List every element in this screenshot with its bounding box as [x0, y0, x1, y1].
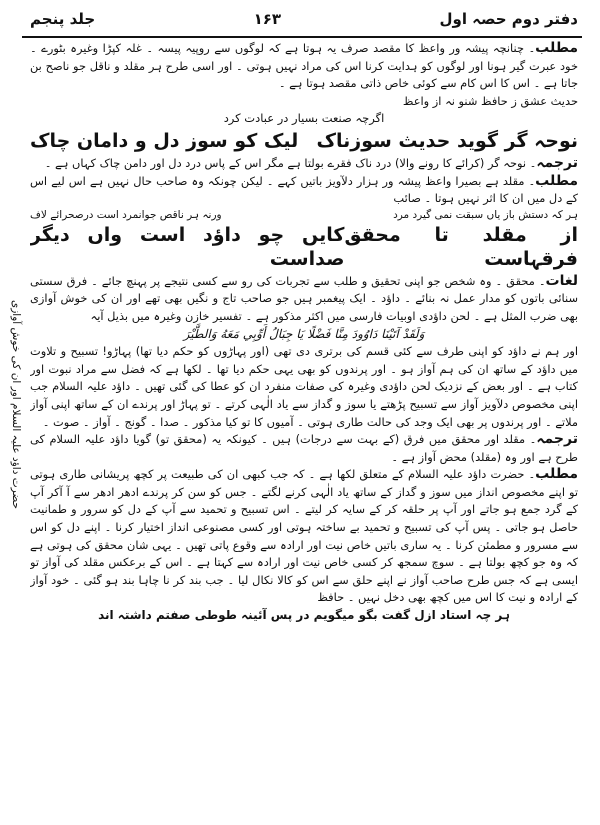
section-label: لغات — [545, 272, 578, 289]
verse-left: لیک کو سوز دل و دامان چاک — [30, 129, 299, 152]
paragraph-text: ۔ مقلد اور محقق میں فرق (کے بہت سے درجات) ہیں ۔ کیونکہ یہ (محقق تو) گویا داؤد علیہ السلام کی طرح ہے اور وہ (مقلد) محض آواز ہے ۔ — [30, 432, 578, 464]
paragraph-text: حدیث عشق ز حافظ شنو نہ از واعظ — [402, 93, 578, 108]
paragraph — [30, 273, 578, 326]
margin-note: حضرت داؤد علیہ السلام اور ان کی خوش آوازی — [10, 300, 22, 509]
paragraph-text: اگرچہ صنعت بسیار در عبادت کرد — [223, 111, 385, 126]
section-label: مطلب — [535, 40, 578, 56]
paragraph — [30, 343, 578, 431]
paragraph-text: ۔ نوحہ گر (کرائے کا رونے والا) درد ناک فقرے بولتا ہے مگر اس کے پاس درد دل اور دامن چاک کہاں ہے ۔ — [44, 155, 537, 170]
header-title: دفتر دوم حصہ اول — [439, 10, 578, 28]
section-label: مطلب — [535, 466, 578, 483]
paragraph — [30, 155, 578, 173]
paragraph-text: اور ہم نے داؤد کو اپنی طرف سے کئی قسم کی برتری دی تھی (اور پہاڑوں کو حکم دیا تھا) پہاڑو! تسبیح و تلاوت میں داؤد کے ساتھ ان کی ہم آواز ہو ۔ اور پرندوں کو بھی یہی حکم دیا تھا ۔ لکھا ہے کہ فضل سے مراد نبوت اور کتاب ہے ۔ اور بعض کے نزدیک لحن داؤدی وغیرہ کی صفات منفرد ان کو عطا کی گئی تھیں ۔ داؤد علیہ السلام جب اپنی مخصوص دلآویز آواز سے تسبیح پڑھتے یا سوز و گداز سے یاد الٰہی کرتے ۔ تو پہاڑ اور پرندے ان کے ساتھ اپنی آواز ملاتے ۔ اور پرندوں پر بھی ایک وجد کی حالت طاری ہوتی ۔ آمیوں کا تو کیا مذکور ۔ صدا ۔ گونج ۔ آواز ۔ صوت ۔ — [30, 344, 578, 429]
verse-left: ورنہ ہر ناقص جوانمرد است درصحرائے لاف — [30, 208, 222, 221]
header-volume: جلد پنجم — [30, 10, 96, 28]
paragraph-text: ۔ مقلد ہے بصیرا واعظ پیشہ ور ہزار دلآویز باتیں کہے ۔ لیکن چونکہ وہ صاحب حال نہیں ہے اس لیے اس کے دل میں ان کا اثر نہیں ہوتا ۔ صائب — [30, 173, 578, 206]
section-label: مطلب — [535, 172, 578, 189]
verse-couplet — [30, 223, 578, 271]
verse-pair — [30, 208, 578, 222]
header-rule — [22, 36, 582, 38]
verse-left: کایں چو داؤد است واں دیگر صداست — [30, 223, 345, 270]
paragraph — [30, 173, 578, 208]
quranic-verse — [30, 326, 578, 344]
paragraph — [30, 431, 578, 466]
paragraph — [30, 110, 578, 128]
paragraph — [30, 40, 578, 93]
paragraph-text: ۔ حضرت داؤد علیہ السلام کے متعلق لکھا ہے ۔ کہ جب کبھی ان کی طبیعت پر کچھ پریشانی طاری ہوتی تو اپنے مخصوص انداز میں سوز و گداز کے ساتھ یاد الٰہی کرنے لگتے ۔ جس کو سن کر پرندے ادھر ادھر سے آ آکر آپ کے گرد جمع ہو جاتے اور آپ پر حلقہ کر کے سایہ کر لیتے ۔ اس تسبیح و تحمید سے آپ کے دل کو سرور و طمانیت حاصل ہو جاتی ۔ پس آپ کی تسبیح و تحمید بے ساختہ ہوتی اور کسی مصنوعی انداز اختیار کرنا ۔ اپنے دل کو اس سے مسرور و مطمئن کرنا ۔ یہ ساری باتیں خاص نیت اور ارادہ سے وقوع پاتی تھیں ۔ یہی شان محقق کی ہوتی ہے کہ وہ جو کچھ بولتا ہے ۔ سوچ سمجھ کر کسی خاص نیت اور ارادہ سے کہتا ہے ۔ اس کے برعکس مقلد کی آواز تو ایسی ہے کہ جس طرح صاحب آواز نے اپنے حلق سے اس کو کالا نکال لیا ۔ جب بند کر نا چاہا بند ہو گئی ۔ خود آواز کے ارادہ و نیت کا اس میں کچھ بھی دخل نہیں ۔ حافظ — [30, 467, 578, 605]
paragraph-text: ۔ چنانچہ پیشہ ور واعظ کا مقصد صرف یہ ہوتا ہے کہ لوگوں سے روپیہ پیسہ ۔ غلہ کپڑا وغیرہ بٹورے ۔ خود عبرت گیر ہونا اور لوگوں کو ہدایت کرنا اس کی مراد نہیں ہوتی ۔ اور اسی طرح ہر مقلد و ناقل جو ناصح بن جاتا ہے ۔ اس کا اس کام سے کوئی خاص ذاتی مقصد ہوتا ہے ۔ — [30, 41, 578, 91]
page-number: ۱۶۳ — [253, 10, 282, 28]
page-header — [30, 6, 578, 32]
paragraph-text: ہر چہ استاد ازل گفت بگو میگویم در پس آئینہ طوطی صفتم داشتہ اند — [98, 608, 510, 623]
paragraph-text: وَلَقَدْ آتَيْنَا دَاوُودَ مِنَّا فَضْلًا يَا جِبَالُ أَوِّبِي مَعَهُ وَالطَّيْرَ — [183, 326, 425, 341]
paragraph — [30, 93, 578, 111]
paragraph — [30, 466, 578, 607]
verse-right: نوحہ گر گوید حدیث سوزناک — [316, 129, 578, 152]
verse-right: ہر کہ دستش باز یاں سبقت نمی گیرد مرد — [393, 208, 578, 221]
page-body — [30, 40, 578, 815]
paragraph-text: ۔ محقق ۔ وہ شخص جو اپنی تحقیق و طلب سے تجربات کی رو سے کسی نتیجے پر پہنچ جائے ۔ فرق سستی سنائی باتوں کو مدار عمل نہ بنائے ۔ داؤد ۔ ایک پیغمبر ہیں جو صاحب تاج و نگیں بھی تھے اور ان کی خوش آوازی بھی ضرب المثل ہے ۔ لحن داؤدی اوبیات فارسی میں اکثر مذکور ہے ۔ تفسیر خازن وغیرہ میں بذیل آیہ — [30, 273, 578, 323]
closing-verse — [30, 607, 578, 625]
section-label: ترجمہ — [536, 154, 578, 171]
verse-right: از مقلد تا محقق فرقہاست — [344, 223, 578, 270]
section-label: ترجمہ — [536, 431, 578, 448]
verse-couplet — [30, 129, 578, 153]
